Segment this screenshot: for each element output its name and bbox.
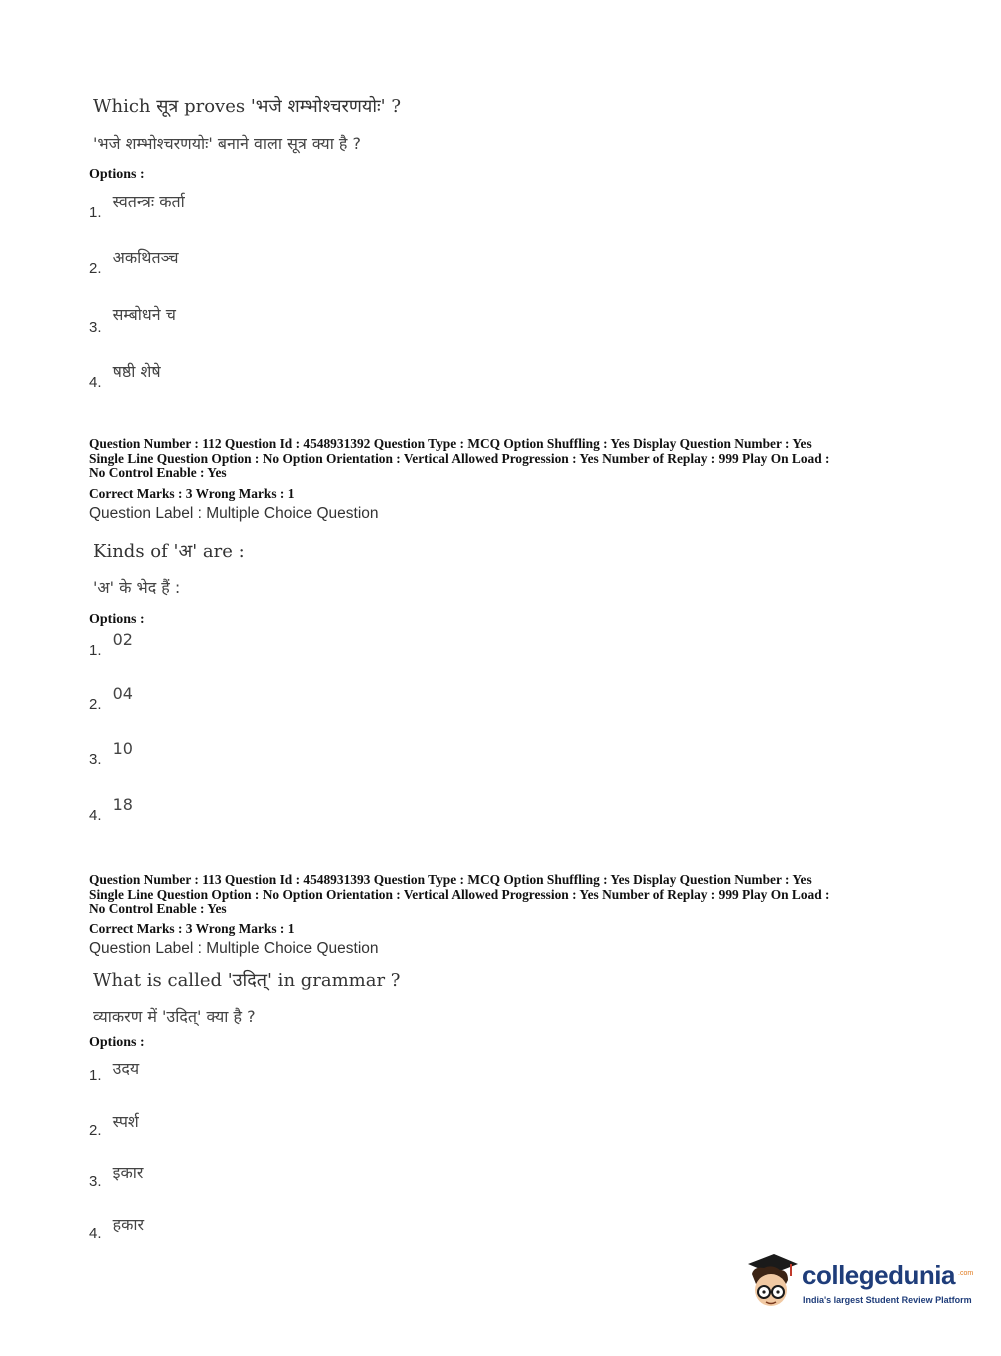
meta-line: No Control Enable : Yes: [89, 465, 227, 480]
question-113-meta: [89, 873, 919, 917]
option-number: 3.: [89, 319, 102, 336]
option-4[interactable]: [89, 360, 161, 391]
option-2[interactable]: [89, 1110, 139, 1139]
logo-wordmark: collegedunia: [802, 1260, 955, 1290]
option-text: सम्बोधने च: [112, 305, 176, 324]
question-113-english: What is called 'उदित्' in grammar ?: [93, 970, 401, 991]
meta-line: No Control Enable : Yes: [89, 901, 227, 916]
option-number: 2.: [89, 696, 102, 713]
meta-line: Single Line Question Option : No Option Orientation : Vertical Allowed Progression : Yes Number of Replay : 999 Play On Load :: [89, 450, 830, 466]
option-text: उदय: [112, 1059, 140, 1078]
option-text: 02: [112, 630, 133, 649]
option-number: 4.: [89, 807, 102, 824]
option-number: 4.: [89, 1225, 102, 1242]
option-number: 4.: [89, 374, 102, 391]
option-number: 2.: [89, 1122, 102, 1139]
option-text: 10: [112, 739, 133, 758]
option-text: हकार: [112, 1215, 145, 1234]
option-number: 3.: [89, 751, 102, 768]
option-text: स्पर्श: [112, 1112, 139, 1131]
meta-line: Single Line Question Option : No Option Orientation : Vertical Allowed Progression : Yes Number of Replay : 999 Play On Load :: [89, 886, 830, 902]
option-1[interactable]: [89, 1057, 140, 1084]
option-number: 1.: [89, 204, 102, 221]
option-3[interactable]: [89, 303, 176, 336]
question-112-hindi: 'अ' के भेद हैं :: [93, 578, 181, 597]
question-113-hindi: व्याकरण में 'उदित्' क्या है ?: [93, 1007, 256, 1026]
question-112-meta: [89, 437, 919, 481]
option-text: इकार: [112, 1163, 144, 1182]
option-3[interactable]: [89, 1161, 144, 1190]
meta-line: Question Number : 112 Question Id : 4548931392 Question Type : MCQ Option Shuffling : Yes Display Question Number : Yes: [89, 436, 812, 451]
meta-line: Question Number : 113 Question Id : 4548931393 Question Type : MCQ Option Shuffling : Yes Display Question Number : Yes: [89, 872, 812, 887]
question-113-label: Question Label : Multiple Choice Question: [89, 940, 379, 957]
option-text: स्वतन्त्रः कर्ता: [112, 192, 185, 211]
option-2[interactable]: [89, 246, 179, 277]
question-112-label: Question Label : Multiple Choice Question: [89, 505, 379, 522]
option-number: 3.: [89, 1173, 102, 1190]
option-number: 1.: [89, 1067, 102, 1084]
option-1[interactable]: [89, 630, 133, 659]
mascot-icon: [742, 1250, 800, 1312]
logo-com: .com: [958, 1270, 974, 1277]
option-4[interactable]: [89, 1213, 145, 1242]
question-112-english: Kinds of 'अ' are :: [93, 541, 245, 562]
question-111-hindi: 'भजे शम्भोश्चरणयोः' बनाने वाला सूत्र क्या है ?: [93, 134, 362, 153]
collegedunia-logo[interactable]: [742, 1250, 972, 1315]
options-heading: Options :: [89, 1035, 145, 1050]
option-number: 1.: [89, 642, 102, 659]
question-112-marks: Correct Marks : 3 Wrong Marks : 1: [89, 486, 295, 501]
option-text: 04: [112, 684, 133, 703]
option-2[interactable]: [89, 684, 133, 713]
question-111-english: Which सूत्र proves 'भजे शम्भोश्चरणयोः' ?: [93, 96, 401, 117]
option-4[interactable]: [89, 795, 133, 824]
option-number: 2.: [89, 260, 102, 277]
option-1[interactable]: [89, 190, 185, 221]
option-text: अकथितञ्च: [112, 248, 179, 267]
option-text: षष्ठी शेषे: [112, 362, 161, 381]
logo-tagline: India's largest Student Review Platform: [803, 1295, 972, 1305]
options-heading: Options :: [89, 612, 145, 627]
options-heading: Options :: [89, 167, 145, 182]
question-113-marks: Correct Marks : 3 Wrong Marks : 1: [89, 921, 295, 936]
option-3[interactable]: [89, 739, 133, 768]
option-text: 18: [112, 795, 133, 814]
